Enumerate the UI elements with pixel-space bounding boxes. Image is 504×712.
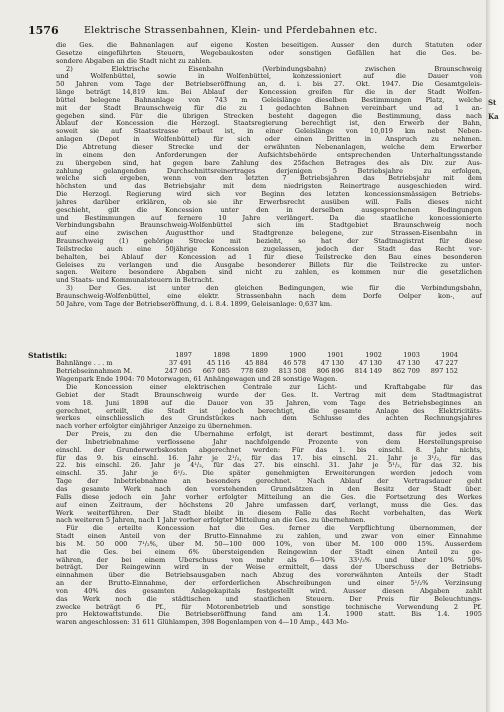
text-line: waren angeschlossen: 31 611 Glühlampen, 398 Bogenlampen von 4—10 Amp., 443 Mo- <box>56 619 349 627</box>
text-line: zwecke beträgt 6 Pf., für Motorenbetrieb und sonstige technische Verwendung 2 Pf. <box>56 603 482 611</box>
text-line: welche sich ergeben, wenn von den letzten 7 Betriebsjahren das Betriebsjahr mit dem <box>56 175 482 183</box>
text-line: in einem den Anforderungen der Aufsichtsbehörde entsprechenden Unterhaltungsstande <box>56 151 482 159</box>
text-line: behalten, bei Ablauf der Koncession ad 1 für diese Teilstrecke den Bau eines besonderen <box>56 253 482 261</box>
running-title: Elektrische Strassenbahnen, Klein- und Pferdebahnen etc. <box>84 25 378 36</box>
text-line: und Wolfenbüttel, sowie in Wolfenbüttel, konzessioniert auf die Dauer von <box>56 73 482 81</box>
text-line: Teilstrecke auch eine 50jährige Koncession zugelassen, jedoch der Stadt das Recht vor- <box>56 245 482 253</box>
table-cell: 806 896 <box>316 366 344 375</box>
text-line: Braunschweig (1) gehörige Strecke mit bezieht, so hat der Stadtmagistrat für diese <box>56 238 482 246</box>
text-line: währen, der bei einem Überschuss von mehr als 6—10% 33¹/₃% und über 10% 50% <box>56 556 482 564</box>
table-cell: 47 227 <box>434 358 458 367</box>
table-cell: 47 130 <box>358 358 382 367</box>
text-line: auf einen Zeitraum, der höchstens 20 Jahre umfassen darf, verlangt, muss die Ges. das <box>56 501 482 509</box>
text-line: das gesamte Werk nach den vorstehenden Grundsätzen in den Besitz der Stadt über. <box>56 485 482 493</box>
text-line: werkes einschliesslich des Grundstückes nach dem Schlusse des achten Rechnungsjahres <box>56 415 482 423</box>
text-line: auf eine zwischen Augustthor und Stadtgrenze belegene, zur Strassen-Eisenbahn in <box>56 230 482 238</box>
table-cell: 47 130 <box>396 358 420 367</box>
text-line: Der Preis, zu den die Übernahme erfolgt, ist derart bestimmt, dass für jedes seit <box>66 431 482 439</box>
text-line: länge beträgt 14,819 km. Bei Ablauf der Koncession greifen für die in der Stadt Wolfen- <box>56 89 482 97</box>
text-line: pro Hektowattstunde. Die Betriebseröffnung fand am 1.4. 1900 statt. Bis 1.4. 1905 <box>56 611 482 619</box>
text-line: der Inbetriebnahme verflossene Jahr nachfolgende Prozente von dem Herstellungspreise <box>56 438 482 446</box>
paragraph <box>56 42 482 66</box>
text-line: geschieht, gilt die Koncession unter den in derselben ausgesprochenen Bedingungen <box>56 206 482 214</box>
text-line: Verbindungsbahn Braunschweig-Wolfenbüttel sich im Stadtgebiet Braunschweig noch <box>56 222 482 230</box>
text-line: Tage der Inbetriebnahme an besonders gerechnet. Nach Ablauf der Vertragsdauer geht <box>56 478 482 486</box>
text-line: Die Abtretung dieser Strecke und der erwähnten Nebenanlagen, welche dem Erwerber <box>56 143 482 151</box>
year-header: 1903 <box>403 351 420 359</box>
body-text-lower <box>56 384 482 627</box>
text-line: beträgt. Der Reingewinn wird in der Weise ermittelt, dass der Überschuss der Betriebs- <box>56 564 482 572</box>
text-line: für das 9. bis einschl. 16. Jahr je 2¹/₂, für das 17. bis einschl. 21. Jahr je 3¹/₂, für das <box>56 454 482 462</box>
text-line: 22. bis einschl. 26. Jahr je 4¹/₂, für das 27. bis einschl. 31. Jahr je 5¹/₂, für das 32. bis <box>56 462 482 470</box>
text-line: vom 18. Juni 1898 auf die Dauer von 35 Jahren, vom Tage des Betriebsbeginnes an <box>56 399 482 407</box>
text-line: nach vorher erfolgter einjähriger Anzeige zu übernehmen. <box>56 423 253 431</box>
text-line: 50 Jahre, vom Tage der Betriebseröffnung, d. i. 8.4. 1899, Geleisanlage: 0,637 km. <box>56 300 333 308</box>
text-line: büttel belegene Bahnanlage von 743 m Geleislänge dieselben Bestimmungen Platz, welche <box>56 96 482 104</box>
text-line: zu übergeben sind, hat gegen bare Zahlung des 25fachen Betrages des als Div. zur Aus- <box>56 159 482 167</box>
table-cell: 45 884 <box>244 358 268 367</box>
text-line: jahres darüber erklären, ob sie ihr Erwerbsrecht ausüben will. Falls dieses nicht <box>56 198 482 206</box>
page-header <box>28 24 478 38</box>
text-line: gerechnet, erteilt, die Stadt ist jedoch berechtigt, die gesamte Anlage des Elektricitäts- <box>56 407 482 415</box>
table-cell: 45 116 <box>206 358 230 367</box>
text-line: nach weiteren 5 Jahren, nach 1 Jahr vorher erfolgter Mitteilung an die Ges. zu übernehmen. <box>56 517 366 525</box>
text-line: 3) Der Ges. ist unter den gleichen Bedingungen, wie für die Verbindungsbahn, <box>66 285 482 293</box>
text-line: hat die Ges. bei einem 6% übersteigenden Reingewinn der Stadt einen Anteil zu ge- <box>56 548 482 556</box>
text-line: anlagen (Depot in Wolfenbüttel) für sich oder einen Dritten in Anspruch zu nehmen. <box>56 136 482 144</box>
year-header: 1899 <box>251 351 268 359</box>
table-cell: 813 508 <box>278 366 306 375</box>
year-header: 1897 <box>175 351 192 359</box>
text-line: soweit sie auf Staatsstrasse erbaut ist, in einer Geleislänge von 10,019 km nebst Neben- <box>56 128 482 136</box>
text-line: Werk weiterführen. Der Stadt bleibt in diesem Falle das Recht vorbehalten, das Werk <box>56 509 482 517</box>
year-header: 1904 <box>441 351 458 359</box>
text-line: Falls diese jedoch ein Jahr vorher erfolgter Mitteilung an die Ges. die Fortsetzung des Werkes <box>56 493 482 501</box>
text-line: Ablauf der Koncession die Herzogl. Staatsregierung berechtigt ist, den Erwerb der Bahn, <box>56 120 482 128</box>
text-line: und Bestimmungen auf fernere 10 Jahre verlängert. Da die staatliche koncessionierte <box>56 214 482 222</box>
text-line: höchsten und das Betriebsjahr mit dem niedrigsten Reinertrage ausgeschieden wird. <box>56 183 482 191</box>
text-line: von 40% des gesamten Anlagekapitals festgestellt wird. Ausser diesen Abgaben zahlt <box>56 587 482 595</box>
text-line: Für die erteilte Koncession hat die Ges. ferner die Verpflichtung übernommen, der <box>66 525 482 533</box>
page-number: 1576 <box>28 24 59 37</box>
text-line: gegeben sind. Für die übrigen Strecken besteht dagegen die Bestimmung, dass nach <box>56 112 482 120</box>
text-line: 50 Jahren vom Tage der Betriebseröffnung an, d. i. bis 27. Okt. 1947. Die Gesamtgeleis- <box>56 81 482 89</box>
text-line: einschl. 35. Jahr je 6¹/₂. Die später genehmigten Erweiterungen werden jedoch vom <box>56 470 482 478</box>
table-cell: 37 491 <box>168 358 192 367</box>
text-line: Die Herzogl. Regierung wird sich vor Beginn des letzten koncessionsmässigen Betriebs- <box>56 191 482 199</box>
year-header: 1901 <box>327 351 344 359</box>
text-line: die Ges. die Bahnanlagen auf eigene Kosten beseitigen. Ausser den durch Statuten oder <box>56 42 482 49</box>
table-cell: 862 709 <box>392 366 420 375</box>
text-line: einnahmen über die Betriebsausgaben nach Abzug des vorerwähnten Anteils der Stadt <box>56 572 482 580</box>
statistik-heading: Statistik: <box>28 351 68 360</box>
text-line: mit der Stadt Braunschweig für die zu 1 gedachten Bahnen vereinbart und ad 1 an- <box>56 104 482 112</box>
facing-page-fragment: St <box>488 98 497 107</box>
text-line: Braunschweig-Wolfenbüttel, eine elektr. Strassenbahn nach dem Dorfe Oelper kon-, auf <box>56 293 482 300</box>
table-cell: 778 689 <box>240 366 268 375</box>
text-line: an der Brutto-Einnahme, der erforderlichen Abschreibungen und einer 5¹/₂% Verzinsung <box>56 580 482 588</box>
table-cell: 897 152 <box>430 366 458 375</box>
text-line: Stadt einen Anteil von der Brutto-Einnahme zu zahlen, und zwar von einer Einnahme <box>56 533 482 541</box>
text-line: Gebiet der Stadt Braunschweig wurde der Ges. lt. Vertrag mit dem Stadtmagistrat <box>56 391 482 399</box>
paragraph <box>56 285 482 309</box>
table-row <box>56 376 482 384</box>
table-cell: 46 578 <box>282 358 306 367</box>
year-header: 1902 <box>365 351 382 359</box>
paragraph <box>56 66 482 286</box>
text-line: sagen. Weitere besondere Abgaben sind nicht zu zahlen, es kommen nur die gesetzlichen <box>56 269 482 277</box>
facing-page-edge <box>486 0 504 712</box>
table-cell: 247 065 <box>164 366 192 375</box>
table-cell: 667 085 <box>202 366 230 375</box>
table-cell: 814 149 <box>354 366 382 375</box>
text-line: sondere Abgaben an die Stadt nicht zu zahlen. <box>56 57 213 65</box>
text-line: bis M. 50 000 7¹/₂%, über M. 50—100 000 10%, von über M. 100 000 15%. Ausserdem <box>56 540 482 548</box>
row-label: Betriebseinnahmen M. <box>56 366 133 375</box>
year-header: 1900 <box>289 351 306 359</box>
text-line: 2) Elektrische Eisenbahn (Verbindungsbahn) zwischen Braunschweig <box>66 65 482 73</box>
wagenpark-text: Wagenpark Ende 1904: 70 Motorwagen, 61 Anhängewagen und 28 sonstige Wagen. <box>56 374 338 383</box>
text-line: und Staats- und Kommunalsteuern in Betracht. <box>56 277 214 285</box>
text-line: Die Koncession einer elektrischen Centrale zur Licht- und Kraftabgabe für das <box>66 384 482 391</box>
text-line: zahlung gelangenden Durchschnittsreinertrages derjenigen 5 Betriebsjahre zu erfolgen, <box>56 167 482 175</box>
paragraph <box>56 384 482 431</box>
row-label: Bahnlänge . . . m <box>56 358 113 367</box>
facing-page-fragment: Ka <box>488 112 499 121</box>
body-text <box>56 42 482 309</box>
text-line: Gesetze eingeführten Steuern, Wegebaukosten oder sonstigen Gefällen hat die Ges. be- <box>56 49 482 57</box>
table-cell: 47 130 <box>320 358 344 367</box>
text-line: das Werk noch die städtischen und staatlichen Steuern. Der Preis für Beleuchtungs- <box>56 595 482 603</box>
text-line: Geleises zu verlangen und die Ausgabe besonderer Billets für die Teilstrecke zu unter- <box>56 261 482 269</box>
year-header: 1898 <box>213 351 230 359</box>
statistik-table <box>56 352 482 384</box>
text-line: einschl. der Grunderwerbskosten abgerechnet werden: Für das 1. bis einschl. 8. Jahr nichts, <box>56 446 482 454</box>
paragraph <box>56 525 482 627</box>
paragraph <box>56 431 482 525</box>
